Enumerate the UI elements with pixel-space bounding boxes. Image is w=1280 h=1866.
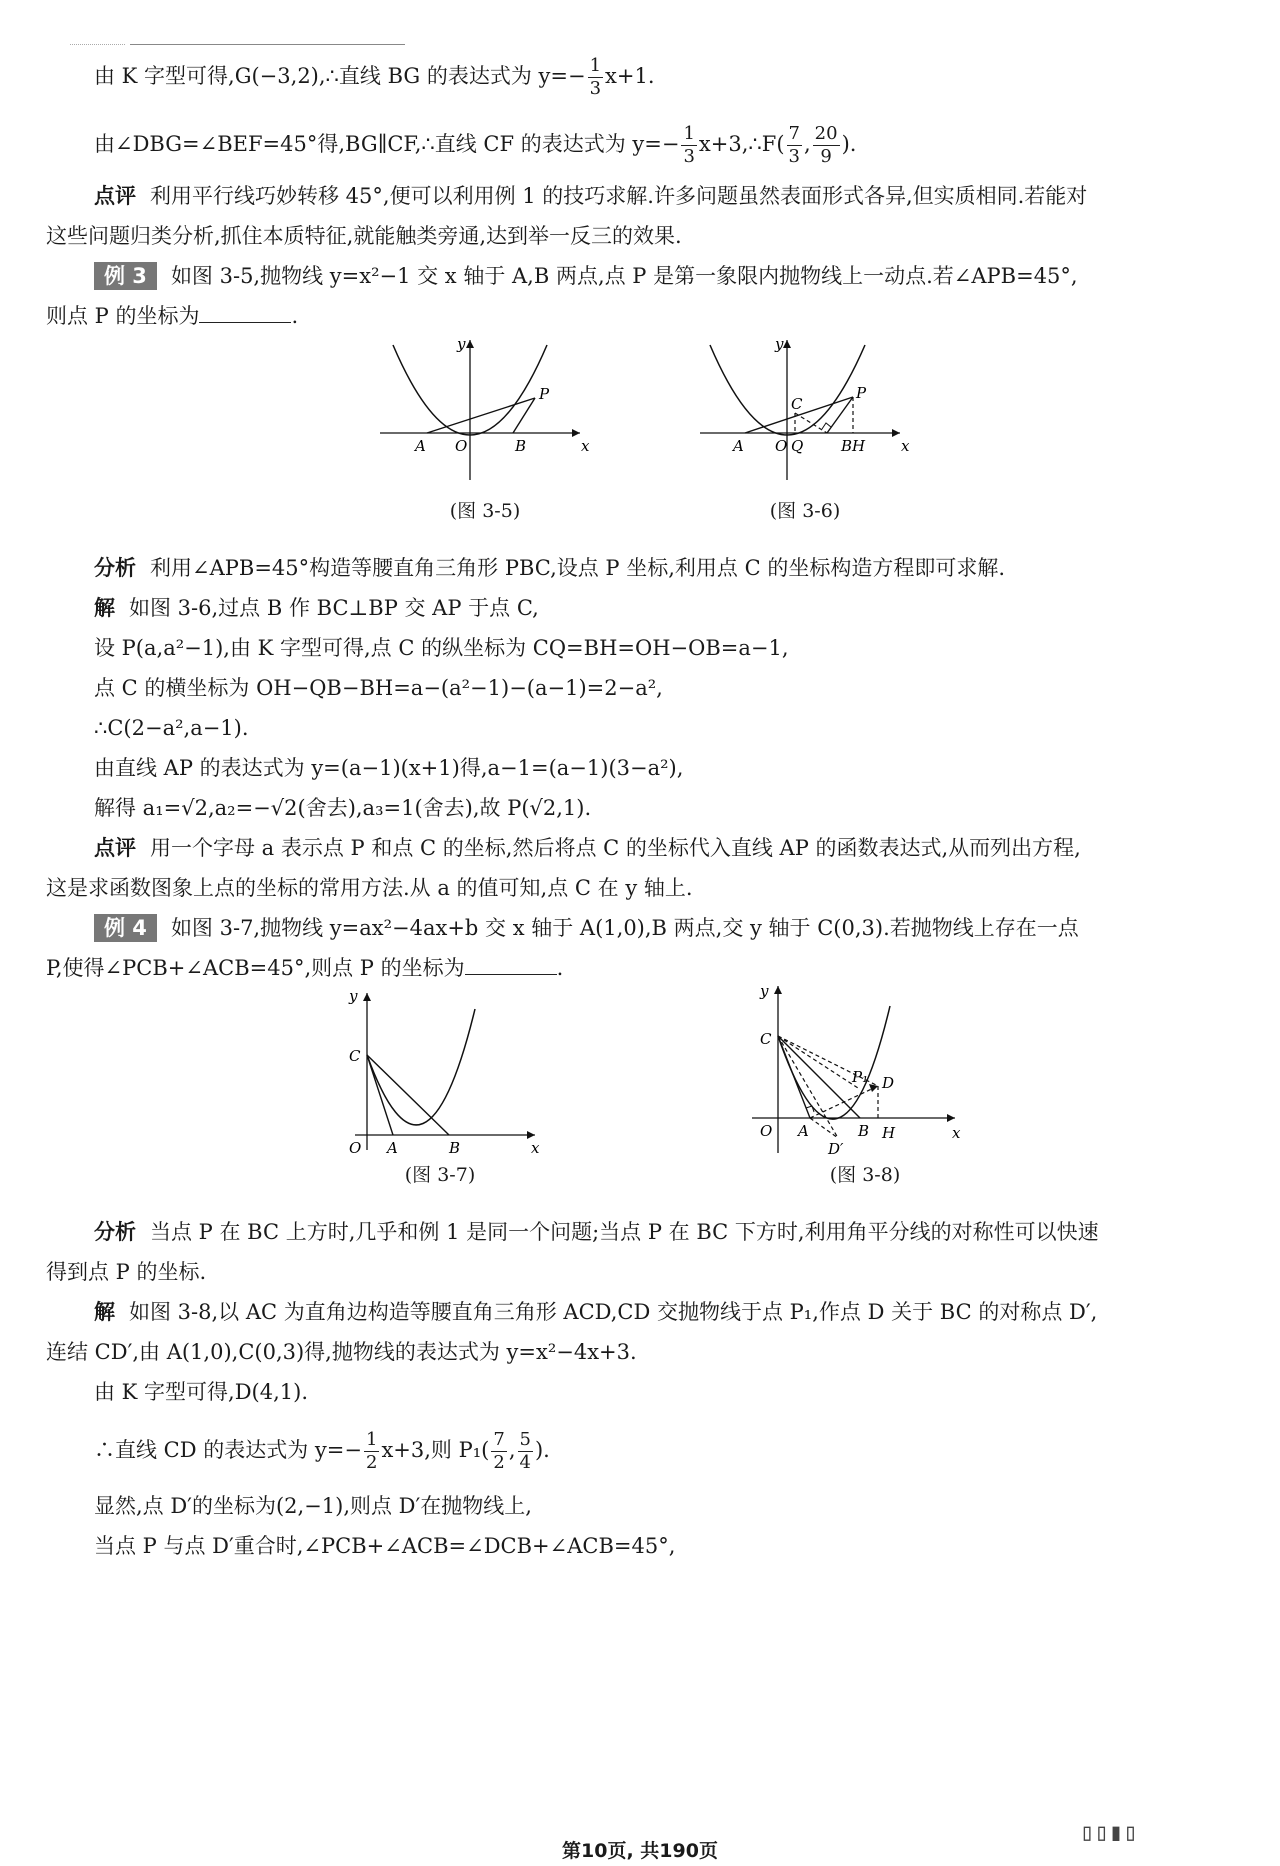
svg-text:x: x xyxy=(901,437,910,455)
example-3-line-1: 例 3 如图 3-5,抛物线 y=x²−1 交 x 轴于 A,B 两点,点 P 是第一象限内抛物线上一动点.若∠APB=45°, xyxy=(94,252,1280,300)
solution-2-line-5: 显然,点 D′的坐标为(2,−1),则点 D′在抛物线上, xyxy=(94,1494,532,1518)
svg-text:B: B xyxy=(858,1122,870,1140)
figure-3-6 xyxy=(695,335,915,485)
review-1-line-2: 这些问题归类分析,抓住本质特征,就能触类旁通,达到举一反三的效果. xyxy=(46,224,682,248)
svg-text:B: B xyxy=(515,437,527,455)
svg-text:y: y xyxy=(457,335,466,353)
svg-text:A: A xyxy=(387,1139,398,1155)
example-4-line-2: P,使得∠PCB+∠ACB=45°,则点 P 的坐标为 . xyxy=(46,944,1236,992)
line-cf-expression: 由∠DBG=∠BEF=45°得,BG∥CF,∴直线 CF 的表达式为 y=− $\frac{1}{3}$ x+3,∴F( $\frac{7}{3}$ , $\frac{20}{9}$ ). xyxy=(94,123,857,167)
figure-3-5 xyxy=(375,335,595,485)
svg-text:C: C xyxy=(760,1030,772,1048)
header-dots xyxy=(70,44,125,46)
svg-text:O: O xyxy=(455,437,468,455)
solution-1-line-2: 设 P(a,a²−1),由 K 字型可得,点 C 的纵坐标为 CQ=BH=OH−OB=a−1, xyxy=(94,636,789,660)
svg-text:D′: D′ xyxy=(828,1140,844,1158)
svg-text:O: O xyxy=(775,437,788,455)
svg-text:A: A xyxy=(798,1122,809,1140)
example-3-line-2: 则点 P 的坐标为 . xyxy=(46,292,1236,340)
svg-text:O: O xyxy=(349,1139,362,1155)
svg-text:C: C xyxy=(791,395,803,413)
example-4-badge: 例 4 xyxy=(94,914,157,942)
solution-1-line-5: 由直线 AP 的表达式为 y=(a−1)(x+1)得,a−1=(a−1)(3−a²), xyxy=(94,756,684,780)
svg-text:BH: BH xyxy=(841,437,866,455)
solution-1-line-1: 解 如图 3-6,过点 B 作 BC⊥BP 交 AP 于点 C, xyxy=(94,596,539,620)
solution-2-line-1: 解 如图 3-8,以 AC 为直角边构造等腰直角三角形 ACD,CD 交抛物线于点 P₁,作点 D 关于 BC 的对称点 D′, xyxy=(94,1300,1098,1324)
answer-blank xyxy=(465,952,557,975)
page-indicator: 第10页, 共190页 xyxy=(562,1840,718,1862)
svg-text:P₁: P₁ xyxy=(852,1068,869,1086)
line-bg-expression: 由 K 字型可得,G(−3,2),∴直线 BG 的表达式为 y=− $\frac{1}{3}$ x+1. xyxy=(94,55,655,99)
caption-3-8: (图 3-8) xyxy=(829,1164,901,1186)
header-rule xyxy=(130,44,405,45)
solution-1-line-3: 点 C 的横坐标为 OH−QB−BH=a−(a²−1)−(a−1)=2−a², xyxy=(94,676,663,700)
answer-blank xyxy=(199,300,291,323)
svg-text:y: y xyxy=(349,987,358,1005)
example-4-line-1: 例 4 如图 3-7,抛物线 y=ax²−4ax+b 交 x 轴于 A(1,0),B 两点,交 y 轴于 C(0,3).若抛物线上存在一点 xyxy=(94,904,1280,952)
analysis-2-line-1: 分析 当点 P 在 BC 上方时,几乎和例 1 是同一个问题;当点 P 在 BC 下方时,利用角平分线的对称性可以快速 xyxy=(94,1220,1099,1244)
review-2-line-2: 这是求函数图象上点的坐标的常用方法.从 a 的值可知,点 C 在 y 轴上. xyxy=(46,876,693,900)
analysis-2-line-2: 得到点 P 的坐标. xyxy=(46,1260,207,1284)
svg-text:x: x xyxy=(581,437,590,455)
solution-2-line-6: 当点 P 与点 D′重合时,∠PCB+∠ACB=∠DCB+∠ACB=45°, xyxy=(94,1534,676,1558)
analysis-1: 分析 利用∠APB=45°构造等腰直角三角形 PBC,设点 P 坐标,利用点 C 的坐标构造方程即可求解. xyxy=(94,556,1006,580)
svg-text:P: P xyxy=(539,385,550,403)
svg-text:x: x xyxy=(952,1124,961,1142)
solution-2-line-4: ∴直线 CD 的表达式为 y=− $\frac{1}{2}$ x+3,则 P₁( $\frac{7}{2}$ , $\frac{5}{4}$ ). xyxy=(94,1429,550,1473)
solution-1-line-4: ∴C(2−a²,a−1). xyxy=(94,716,249,740)
svg-text:P: P xyxy=(856,384,867,402)
caption-3-6: (图 3-6) xyxy=(769,500,841,522)
svg-text:y: y xyxy=(760,982,769,1000)
svg-text:H: H xyxy=(882,1124,896,1142)
svg-text:D: D xyxy=(882,1074,895,1092)
svg-text:y: y xyxy=(775,335,784,353)
review-label: 点评 xyxy=(94,184,136,208)
svg-text:A: A xyxy=(733,437,744,455)
solution-2-line-2: 连结 CD′,由 A(1,0),C(0,3)得,抛物线的表达式为 y=x²−4x+3. xyxy=(46,1340,637,1364)
review-2-line-1: 点评 用一个字母 a 表示点 P 和点 C 的坐标,然后将点 C 的坐标代入直线 AP 的函数表达式,从而列出方程, xyxy=(94,836,1081,860)
review-1-line-1: 点评 利用平行线巧妙转移 45°,便可以利用例 1 的技巧求解.许多问题虽然表面形式各异,但实质相同.若能对 xyxy=(94,184,1088,208)
svg-text:C: C xyxy=(349,1047,361,1065)
svg-text:B: B xyxy=(449,1139,461,1155)
svg-text:A: A xyxy=(415,437,426,455)
solution-2-line-3: 由 K 字型可得,D(4,1). xyxy=(94,1380,309,1404)
svg-text:x: x xyxy=(531,1139,540,1155)
svg-text:O: O xyxy=(760,1122,773,1140)
figure-3-8 xyxy=(740,978,970,1158)
caption-3-7: (图 3-7) xyxy=(404,1164,476,1186)
example-3-badge: 例 3 xyxy=(94,262,157,290)
fullscreen-icon[interactable]: ▯▯▮▯ xyxy=(1080,1818,1138,1846)
svg-text:Q: Q xyxy=(791,437,804,455)
caption-3-5: (图 3-5) xyxy=(449,500,521,522)
figure-3-7 xyxy=(335,985,545,1155)
solution-1-line-6: 解得 a₁=√2,a₂=−√2(舍去),a₃=1(舍去),故 P(√2,1). xyxy=(94,796,592,820)
